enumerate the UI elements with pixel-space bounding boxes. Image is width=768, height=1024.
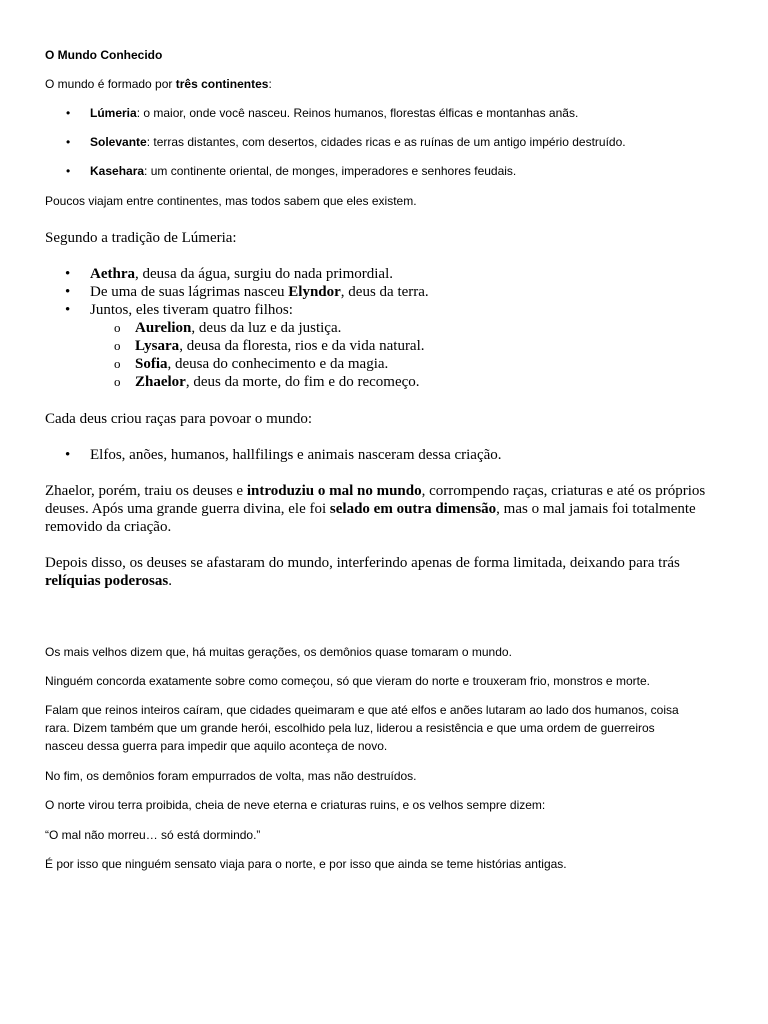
list-item: o Zhaelor, deus da morte, do fim e do recomeço. [114, 374, 420, 390]
story-paragraph: O norte virou terra proibida, cheia de neve eterna e criaturas ruins, e os velhos sempre dizem: [45, 798, 546, 812]
text-line: rara. Dizem também que um grande herói, escolhido pela luz, liderou a resistência e que uma ordem de guerreiros [45, 721, 655, 735]
text-line: Falam que reinos inteiros caíram, que cidades queimaram e que até elfos e anões lutaram ao lado dos humanos, coisa [45, 703, 679, 717]
gods-list [45, 265, 429, 391]
text-line: removido da criação. [45, 519, 172, 535]
quote-paragraph: “O mal não morreu… só está dormindo.” [45, 828, 261, 842]
list-item: • Solevante: terras distantes, com desertos, cidades ricas e as ruínas de um antigo império destruído. [66, 135, 626, 149]
tradition-heading: Segundo a tradição de Lúmeria: [45, 230, 237, 246]
races-heading: Cada deus criou raças para povoar o mundo: [45, 411, 312, 427]
story-paragraph: Os mais velhos dizem que, há muitas gerações, os demônios quase tomaram o mundo. [45, 645, 512, 659]
list-item: • Aethra, deusa da água, surgiu do nada primordial. [65, 266, 393, 282]
text-line: Zhaelor, porém, traiu os deuses e introduziu o mal no mundo, corrompendo raças, criaturas e até os próprios [45, 483, 706, 499]
section-title: O Mundo Conhecido [45, 48, 163, 62]
story-paragraph: É por isso que ninguém sensato viaja para o norte, e por isso que ainda se teme histórias antigas. [45, 857, 567, 871]
races-list [45, 446, 502, 464]
bullet-icon: • [66, 135, 71, 149]
betrayal-paragraph [45, 482, 725, 536]
intro-paragraph: O mundo é formado por três continentes: [45, 77, 272, 91]
bullet-icon: • [65, 302, 71, 318]
list-item: o Lysara, deusa da floresta, rios e da vida natural. [114, 338, 425, 354]
list-item: • Kasehara: um continente oriental, de monges, imperadores e senhores feudais. [66, 164, 517, 178]
bullet-icon: • [66, 106, 71, 120]
bullet-icon: • [65, 266, 71, 282]
text-line: Depois disso, os deuses se afastaram do mundo, interferindo apenas de forma limitada, deixando para trás [45, 555, 680, 571]
list-item: o Sofia, deusa do conhecimento e da magia. [114, 356, 389, 372]
circle-bullet-icon: o [114, 320, 121, 335]
text-line: relíquias poderosas. [45, 573, 172, 589]
text-line: deuses. Após uma grande guerra divina, ele foi selado em outra dimensão, mas o mal jamais foi totalmente [45, 501, 696, 517]
bullet-icon: • [65, 284, 71, 300]
bullet-icon: • [65, 447, 71, 463]
text-line: nasceu dessa guerra para impedir que aquilo aconteça de novo. [45, 739, 388, 753]
continent-list [45, 104, 626, 180]
circle-bullet-icon: o [114, 338, 121, 353]
story-paragraph: No fim, os demônios foram empurrados de volta, mas não destruídos. [45, 769, 417, 783]
circle-bullet-icon: o [114, 356, 121, 371]
list-item: • Juntos, eles tiveram quatro filhos: [65, 302, 293, 318]
circle-bullet-icon: o [114, 374, 121, 389]
relics-paragraph [45, 554, 725, 590]
closing-paragraph: Poucos viajam entre continentes, mas todos sabem que eles existem. [45, 194, 417, 208]
list-item: • Lúmeria: o maior, onde você nasceu. Reinos humanos, florestas élficas e montanhas anãs. [66, 106, 579, 120]
story-paragraph: Ninguém concorda exatamente sobre como começou, só que vieram do norte e trouxeram frio, monstros e morte. [45, 674, 650, 688]
list-item: o Aurelion, deus da luz e da justiça. [114, 320, 342, 336]
story-paragraph [45, 701, 725, 755]
list-item: • De uma de suas lágrimas nasceu Elyndor, deus da terra. [65, 284, 429, 300]
list-item: • Elfos, anões, humanos, hallfilings e animais nasceram dessa criação. [65, 447, 502, 463]
bullet-icon: • [66, 164, 71, 178]
